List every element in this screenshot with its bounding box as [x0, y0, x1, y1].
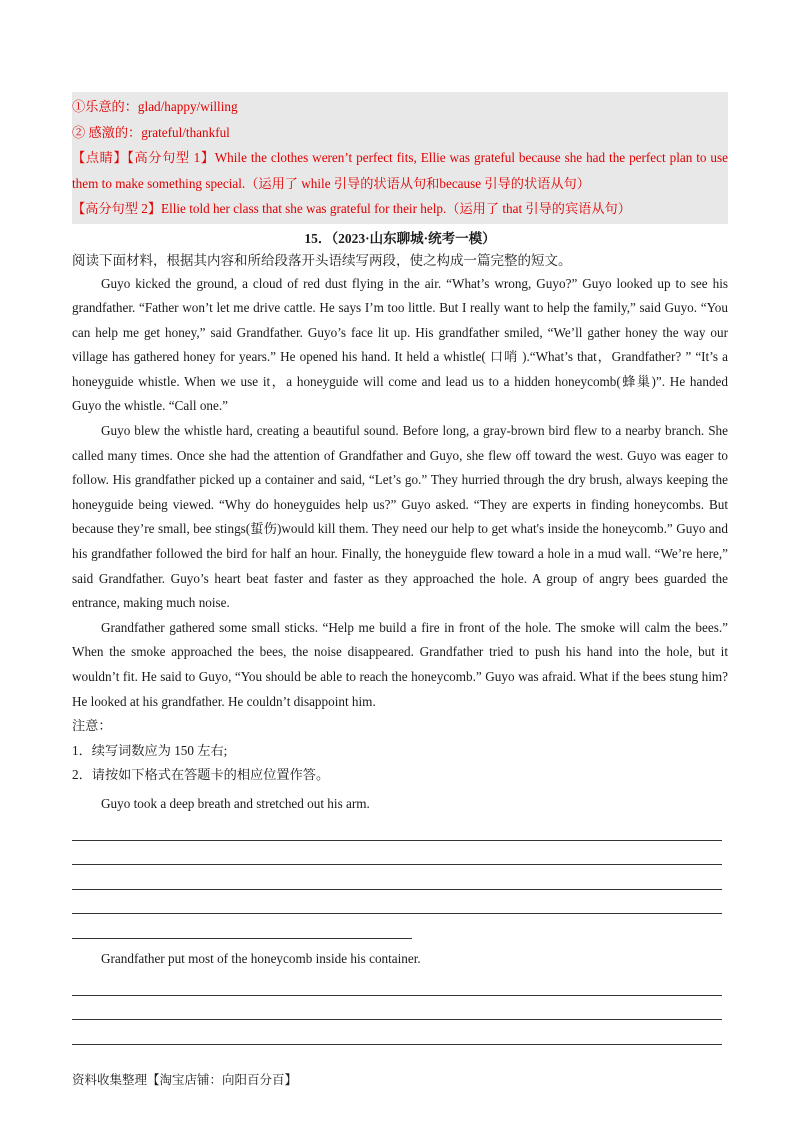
- footer-source: 资料收集整理【淘宝店铺：向阳百分百】: [72, 1073, 298, 1087]
- key-points-box: [72, 92, 728, 224]
- answer-line[interactable]: [72, 841, 722, 866]
- answer-line[interactable]: [72, 971, 722, 996]
- document-page: [72, 92, 728, 1045]
- answer-line[interactable]: [72, 1020, 722, 1045]
- notes-item-2: 2．请按如下格式在答题卡的相应位置作答。: [72, 767, 330, 783]
- answer-line[interactable]: [72, 816, 722, 841]
- notes-item-1: 1．续写词数应为 150 左右;: [72, 742, 228, 758]
- passage-paragraph-2: Guyo blew the whistle hard, creating a beautiful sound. Before long, a gray-brown bird flew to a nearby branch. She called many times. Once she had the attention of Grandfather and Guyo, she flew off toward the west. Guyo was eager to follow. His grandfather picked up a container and said, “Let’s go.” They hurried through the dry brush, always keeping the honeyguide being viewed. “Why do honeyguides help us?” Guyo asked. “They are experts in finding honeycombs. But because they’re small, bee stings(蜇伤)would kill them. They need our help to get what's inside the honeycomb.” Guyo and his grandfather followed the bird for half an hour. Finally, the honeyguide flew toward a hole in a mud wall. “We’re here,” said Grandfather. Guyo’s heart beat faster and faster as they approached the hole. A group of angry bees guarded the entrance, making much noise.: [72, 423, 728, 611]
- answer-area-1: [72, 816, 728, 939]
- vocab-line-glad: ①乐意的：glad/happy/willing: [72, 99, 238, 114]
- paragraph-starter-2: Grandfather put most of the honeycomb inside his container.: [101, 950, 421, 966]
- sentence-pattern-2: 【高分句型 2】Ellie told her class that she was grateful for their help.（运用了 that 引导的宾语从句）: [72, 201, 631, 216]
- question-instruction: 阅读下面材料，根据其内容和所给段落开头语续写两段，使之构成一篇完整的短文。: [72, 252, 572, 268]
- answer-area-2: [72, 971, 728, 1045]
- notes-title: 注意：: [72, 718, 112, 734]
- answer-line[interactable]: [72, 914, 412, 939]
- passage-paragraph-1: Guyo kicked the ground, a cloud of red dust flying in the air. “What’s wrong, Guyo?” Guyo looked up to see his grandfather. “Father won’t let me drive cattle. He says I’m too little. But I really want to help the family,” said Guyo. “You can help me get honey,” said Grandfather. Guyo’s face lit up. His grandfather smiled, “We’ll gather honey the way our village has gathered honey for years.” He opened his hand. It held a whistle( 口哨 ).“What’s that，Grandfather? ” “It’s a honeyguide whistle. When we use it，a honeyguide will come and lead us to a hidden honeycomb(蜂巢)”. He handed Guyo the whistle. “Call one.”: [72, 275, 728, 414]
- answer-line[interactable]: [72, 865, 722, 890]
- passage-paragraph-3: Grandfather gathered some small sticks. “Help me build a fire in front of the hole. The smoke will calm the bees.” When the smoke approached the bees, the noise disappeared. Grandfather tried to push his hand into the hole, but it wouldn’t fit. He said to Guyo, “You should be able to reach the honeycomb.” Guyo was afraid. What if the bees stung him? He looked at his grandfather. He couldn’t disappoint him.: [72, 619, 728, 709]
- answer-line[interactable]: [72, 890, 722, 915]
- vocab-line-grateful: ② 感激的：grateful/thankful: [72, 124, 230, 140]
- sentence-pattern-1: 【点睛】【高分句型 1】While the clothes weren’t perfect fits, Ellie was grateful because she had the perfect plan to use them to make something special.（运用了 while 引导的状语从句和because 引导的状语从句）: [72, 150, 728, 191]
- paragraph-starter-1: Guyo took a deep breath and stretched out his arm.: [101, 795, 370, 811]
- question-heading: 15．（2023·山东聊城·统考一模）: [304, 230, 496, 246]
- answer-line[interactable]: [72, 996, 722, 1021]
